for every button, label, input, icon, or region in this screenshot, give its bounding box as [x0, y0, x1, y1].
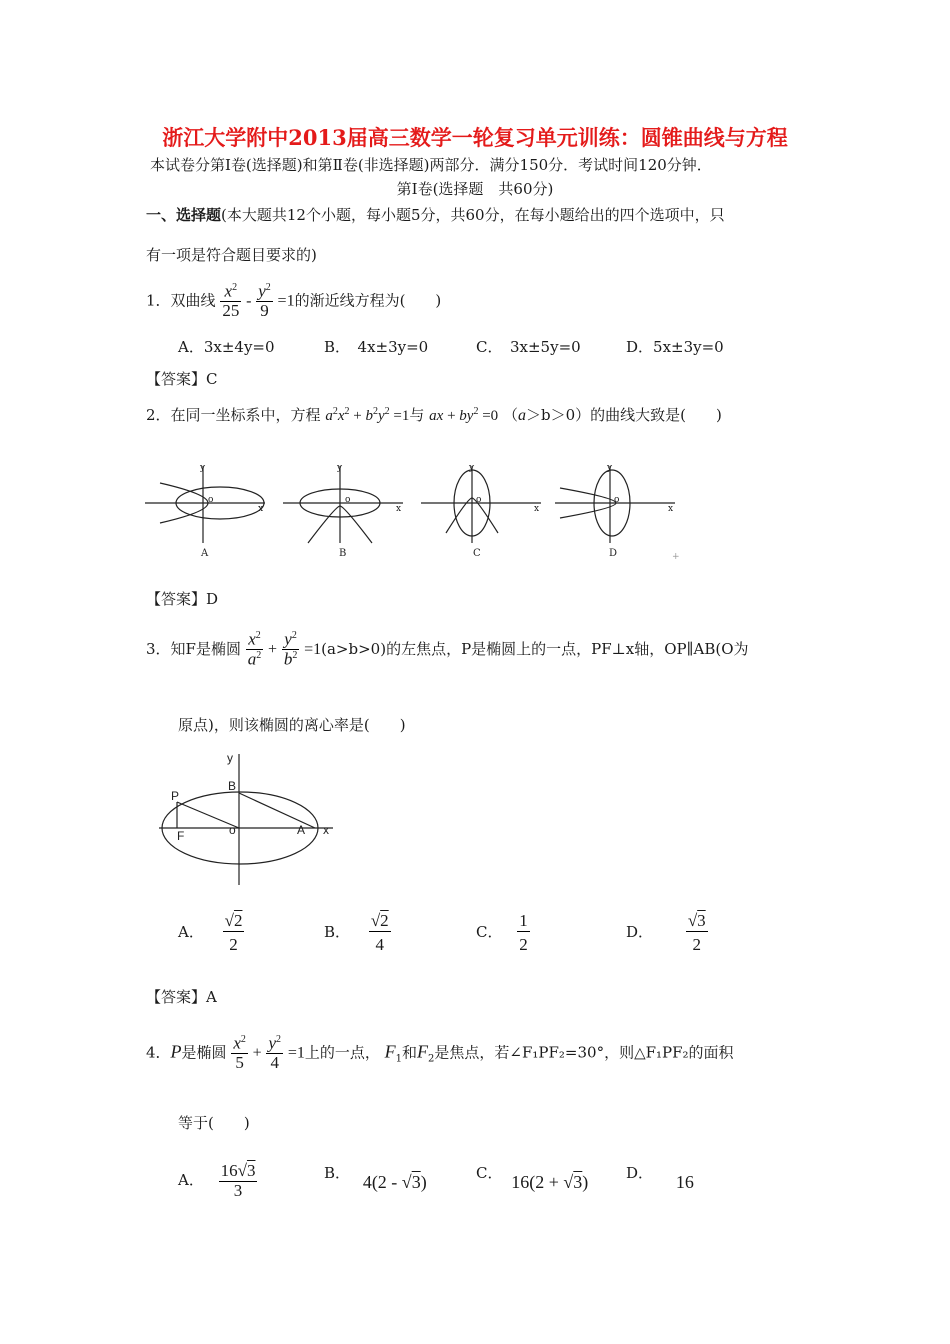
q4-text-2: 上的一点， — [304, 1043, 380, 1062]
q3-prefix: 3．知F是椭圆 — [146, 639, 241, 658]
q2-label-c: C — [473, 548, 481, 559]
svg-text:y: y — [469, 463, 475, 473]
q4-option-a-label: A． — [178, 1171, 204, 1190]
q1-frac-y: $\frac{y^2}{9}$ — [258, 281, 271, 321]
question-4: 4．P是椭圆 $\frac{x^2}{5}$ + $\frac{y^2}{4}$ =1上的一点， $F_1$和$F_2$是焦点，若∠F₁PF₂=30°，则△F₁PF₂的面积 — [146, 1033, 734, 1073]
q3-option-d-label: D． — [626, 923, 654, 942]
q4-prefix: 4． — [146, 1043, 171, 1062]
q3-frac-y: $\frac{y^2}{b^2}$ — [283, 629, 298, 669]
q1-option-c: C． 3x±5y=0 — [476, 338, 581, 356]
q2-figure-a — [145, 463, 265, 543]
q2-figure-c — [421, 463, 541, 543]
svg-text:y: y — [607, 463, 613, 473]
q4-option-a: A． $\frac{16√3}{3}$ — [178, 1161, 256, 1200]
q3-label-o: o — [229, 823, 236, 837]
q4-option-b: B． 4(2 - √3) — [324, 1164, 427, 1192]
q2-prefix: 2．在同一坐标系中，方程 — [146, 406, 321, 424]
question-3: 3．知F是椭圆 $\frac{x^2}{a^2}$ + $\frac{y^2}{b^2}$ =1(a>b>0)的左焦点，P是椭圆上的一点，PF⊥x轴，OP∥AB(O为 — [146, 629, 749, 669]
section-desc — [146, 204, 725, 225]
q4-frac-y: $\frac{y^2}{4}$ — [268, 1033, 282, 1073]
svg-text:o: o — [208, 495, 214, 505]
q1-answer: 【答案】C — [146, 370, 218, 388]
q2-figures — [140, 458, 700, 568]
section-desc-2: 有一项是符合题目要求的) — [146, 246, 317, 264]
q4-option-d — [626, 1162, 694, 1192]
intro-text: 本试卷分第Ⅰ卷(选择题)和第Ⅱ卷(非选择题)两部分．满分150分．考试时间120分钟． — [150, 156, 712, 174]
svg-text:x: x — [258, 504, 264, 514]
q3-label-f: F — [177, 829, 185, 843]
q3-answer: 【答案】A — [146, 988, 217, 1006]
q3-figure — [155, 750, 340, 890]
q4-text-3: 和 — [402, 1043, 418, 1062]
q2-figure-d — [555, 463, 675, 543]
q1-suffix: 的渐近线方程为( ) — [294, 291, 442, 310]
q3-option-a-label: A． — [178, 923, 204, 942]
q2-answer: 【答案】D — [146, 590, 219, 608]
q3-option-a: A． $\frac{√2}{2}$ — [178, 911, 243, 954]
q4-frac-x: $\frac{x^2}{5}$ — [233, 1033, 246, 1073]
q2-label-a: A — [201, 548, 209, 559]
q1-option-d: D．5x±3y=0 — [626, 338, 724, 356]
q3-label-p: P — [171, 789, 180, 803]
q2-mid: 与 — [409, 406, 425, 424]
q1-option-b: B． 4x±3y=0 — [324, 338, 429, 356]
q4-option-c: C． 16(2 + √3) — [476, 1164, 589, 1192]
q3-label-b: B — [228, 779, 237, 793]
svg-text:y: y — [337, 463, 343, 473]
q2-paren: （ — [502, 406, 518, 424]
q4-text-1: 是椭圆 — [181, 1043, 227, 1062]
q1-frac-x: $\frac{x^2}{25}$ — [222, 281, 240, 321]
svg-text:+: + — [672, 552, 680, 562]
svg-text:y: y — [200, 463, 206, 473]
q3-option-c: C． $\frac{1}{2}$ — [476, 911, 528, 954]
q3-option-d: D． $\frac{√3}{2}$ — [626, 911, 706, 954]
q4-option-d-value: 16 — [675, 1172, 694, 1192]
q3-option-c-label: C． — [476, 923, 503, 942]
q2-label-d: D — [609, 548, 618, 559]
part-heading: 第Ⅰ卷(选择题 共60分) — [396, 180, 554, 198]
page-title: 浙江大学附中2013届高三数学一轮复习单元训练：圆锥曲线与方程 — [162, 125, 788, 150]
svg-text:o: o — [614, 495, 620, 505]
q1-prefix: 1．双曲线 — [146, 291, 216, 310]
q3-suffix: (a>b>0)的左焦点，P是椭圆上的一点，PF⊥x轴，OP∥AB(O为 — [321, 639, 749, 658]
q3-label-y: y — [227, 751, 233, 765]
svg-text:x: x — [396, 504, 402, 514]
q2-figure-b — [283, 463, 403, 543]
q4-option-d-label: D． — [626, 1164, 654, 1182]
question-1: 1．双曲线 $\frac{x^2}{25}$ - $\frac{y^2}{9}$ =1的渐近线方程为( ) — [146, 281, 442, 321]
q3-option-b: B． $\frac{√2}{4}$ — [324, 911, 389, 954]
q1-option-a: A．3x±4y=0 — [178, 338, 275, 356]
q4-option-b-label: B． — [324, 1164, 351, 1182]
q4-option-c-label: C． — [476, 1164, 503, 1182]
q3-frac-x: $\frac{x^2}{a^2}$ — [247, 629, 262, 669]
svg-text:o: o — [476, 495, 482, 505]
q2-cond: ＞b＞0）的曲线大致是( ) — [525, 406, 722, 424]
q2-label-b: B — [339, 548, 347, 559]
question-2: 2．在同一坐标系中，方程 $a^2x^2 + b^2y^2 =1$与 ax + $by^2 =0$ （a＞b＞0）的曲线大致是( ) — [146, 406, 722, 424]
svg-text:x: x — [534, 504, 540, 514]
svg-text:o: o — [345, 495, 351, 505]
q3-option-b-label: B． — [324, 923, 351, 942]
q4-text-4: 是焦点，若∠F₁PF₂=30°，则△F₁PF₂的面积 — [434, 1043, 734, 1062]
q4-line2: 等于( ) — [178, 1114, 250, 1132]
q3-label-a: A — [297, 823, 306, 837]
section-head: 一、选择题 — [146, 206, 222, 224]
q3-label-x: x — [323, 823, 329, 837]
q3-line2: 原点)，则该椭圆的离心率是( ) — [178, 716, 406, 734]
section-desc-1: (本大题共12个小题，每小题5分，共60分，在每小题给出的四个选项中，只 — [221, 206, 725, 224]
svg-text:x: x — [668, 504, 674, 514]
